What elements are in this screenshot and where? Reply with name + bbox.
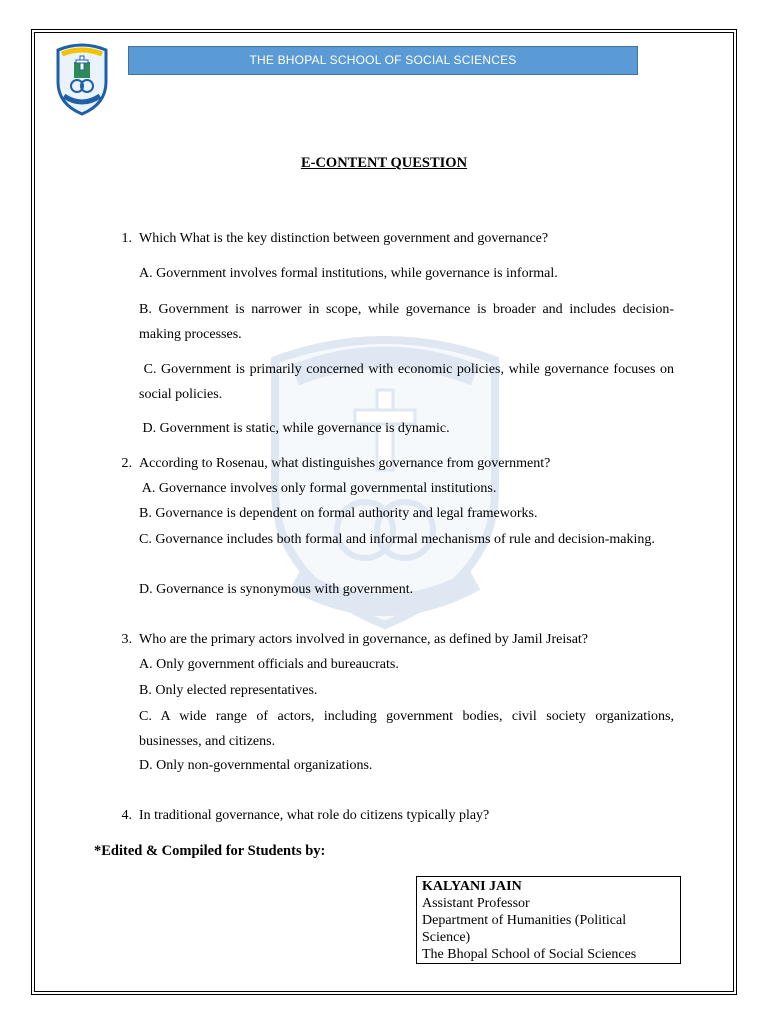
answer-option: D. Government is static, while governance is dynamic. [139, 421, 450, 436]
answer-option: A. Government involves formal institutions, while governance is informal. [139, 266, 558, 281]
answer-option: B. Governance is dependent on formal authority and legal frameworks. [139, 506, 538, 521]
answer-option: C. Governance includes both formal and informal mechanisms of rule and decision-making. [139, 532, 655, 547]
question-text: According to Rosenau, what distinguishes governance from government? [139, 456, 551, 471]
document-title: E-CONTENT QUESTION [300, 155, 468, 171]
author-department: Department of Humanities (Political Science) [422, 913, 627, 945]
question-text: In traditional governance, what role do citizens typically play? [139, 808, 490, 823]
answer-option: D. Only non-governmental organizations. [139, 758, 373, 773]
answer-option: D. Governance is synonymous with government. [139, 582, 414, 597]
author-institution: The Bhopal School of Social Sciences [422, 947, 637, 962]
answer-option: A. Governance involves only formal governmental institutions. [139, 481, 497, 496]
question-number: 4. [121, 808, 132, 823]
answer-option: C. Government is primarily concerned with economic policies, while governance focuses on social policies. [139, 362, 678, 402]
answer-option: C. A wide range of actors, including government bodies, civil society organizations, businesses, and citizens. [139, 709, 674, 749]
question-number: 3. [121, 632, 132, 647]
answer-option: B. Government is narrower in scope, while governance is broader and includes decision-making processes. [139, 302, 674, 342]
credit-line: *Edited & Compiled for Students by: [94, 843, 326, 859]
answer-option: B. Only elected representatives. [139, 683, 318, 698]
school-crest-icon [52, 42, 112, 116]
question-number: 2. [121, 456, 132, 471]
author-box [416, 876, 681, 964]
question-text: Who are the primary actors involved in governance, as defined by Jamil Jreisat? [139, 632, 589, 647]
institution-header-bar: THE BHOPAL SCHOOL OF SOCIAL SCIENCES [128, 46, 638, 75]
author-designation: Assistant Professor [422, 896, 530, 911]
question-number: 1. [121, 231, 132, 246]
question-text: Which What is the key distinction between government and governance? [139, 231, 549, 246]
answer-option: A. Only government officials and bureaucrats. [139, 657, 399, 672]
author-name: KALYANI JAIN [422, 879, 522, 894]
